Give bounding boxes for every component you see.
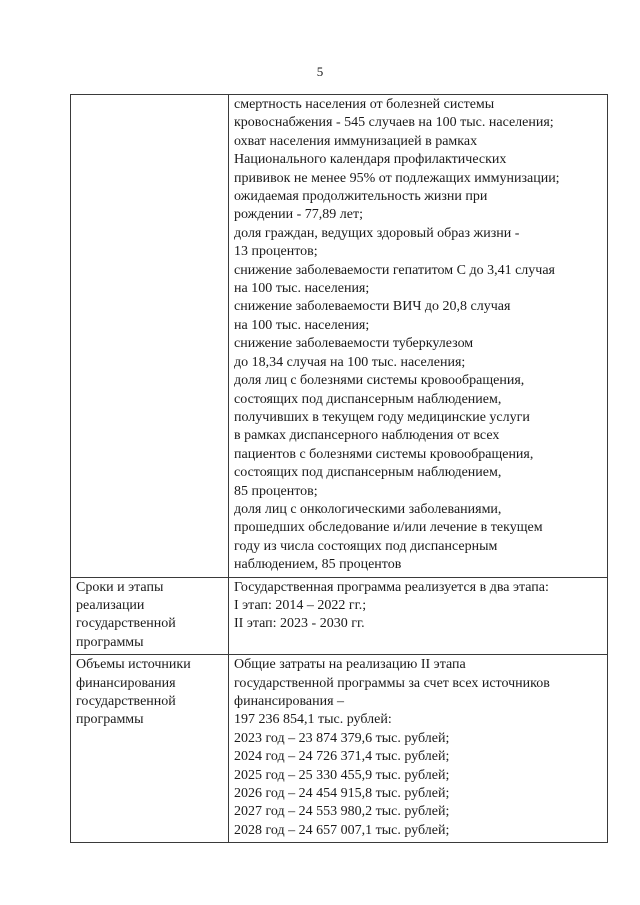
value-line: 2027 год – 24 553 980,2 тыс. рублей; — [234, 804, 450, 820]
value-line: доля лиц с онкологическими заболеваниями, — [234, 501, 502, 517]
value-line: 2024 год – 24 726 371,4 тыс. рублей; — [234, 749, 450, 765]
value-line: II этап: 2023 - 2030 гг. — [234, 616, 365, 632]
value-line: ожидаемая продолжительность жизни при — [234, 189, 488, 205]
row-value-cell — [229, 577, 608, 655]
value-line: 2025 год – 25 330 455,9 тыс. рублей; — [234, 767, 450, 783]
value-line: году из числа состоящих под диспансерным — [234, 538, 498, 554]
value-line: Государственная программа реализуется в два этапа: — [234, 579, 549, 595]
row-label-cell — [71, 95, 229, 578]
value-line: 85 процентов; — [234, 483, 318, 499]
label-line: Сроки и этапы — [76, 579, 164, 595]
value-line: наблюдением, 85 процентов — [234, 557, 402, 573]
value-line: государственной программы за счет всех источников — [234, 675, 550, 691]
label-line: программы — [76, 634, 144, 650]
value-line: получивших в текущем году медицинские услуги — [234, 409, 530, 425]
row-value-cell — [229, 655, 608, 843]
value-line: до 18,34 случая на 100 тыс. населения; — [234, 354, 466, 370]
value-line: пациентов с болезнями системы кровообращения, — [234, 446, 534, 462]
value-line: снижение заболеваемости гепатитом С до 3,41 случая — [234, 262, 555, 278]
value-line: на 100 тыс. населения; — [234, 317, 370, 333]
label-line: реализации — [76, 597, 145, 613]
row-value-cell — [229, 95, 608, 578]
row-label-cell — [71, 655, 229, 843]
value-line: кровоснабжения - 545 случаев на 100 тыс. населения; — [234, 115, 554, 131]
label-line: государственной — [76, 694, 176, 709]
label-line: программы — [76, 712, 144, 728]
table-body — [71, 95, 608, 843]
value-line: рождении - 77,89 лет; — [234, 207, 364, 223]
label-line: финансирования — [76, 675, 176, 691]
label-line: государственной — [76, 616, 176, 632]
page-number: 5 — [316, 64, 324, 79]
program-passport-table — [70, 94, 608, 843]
value-line: доля лиц с болезнями системы кровообращения, — [234, 373, 525, 389]
value-line: I этап: 2014 – 2022 гг.; — [234, 597, 367, 613]
value-line: в рамках диспансерного наблюдения от всех — [234, 428, 500, 444]
table-row — [71, 95, 608, 578]
row-label-cell — [71, 577, 229, 655]
value-line: 2026 год – 24 454 915,8 тыс. рублей; — [234, 786, 450, 802]
table-row — [71, 655, 608, 843]
value-line: прививок не менее 95% от подлежащих иммунизации; — [234, 170, 560, 186]
value-line: финансирования – — [234, 694, 345, 709]
value-line: 2028 год – 24 657 007,1 тыс. рублей; — [234, 822, 450, 838]
value-line: доля граждан, ведущих здоровый образ жизни - — [234, 225, 520, 241]
value-line: снижение заболеваемости туберкулезом — [234, 336, 474, 352]
value-line: на 100 тыс. населения; — [234, 281, 370, 297]
value-line: состоящих под диспансерным наблюдением, — [234, 465, 502, 481]
value-line: 197 236 854,1 тыс. рублей: — [234, 712, 392, 728]
value-line: снижение заболеваемости ВИЧ до 20,8 случая — [234, 299, 511, 315]
value-line: состоящих под диспансерным наблюдением, — [234, 391, 502, 407]
label-line: Объемы источники — [76, 657, 191, 673]
value-line: смертность населения от болезней системы — [234, 97, 495, 112]
value-line: охват населения иммунизацией в рамках — [234, 133, 478, 149]
value-line: Национального календаря профилактических — [234, 152, 507, 168]
value-line: Общие затраты на реализацию II этапа — [234, 657, 466, 673]
value-line: 2023 год – 23 874 379,6 тыс. рублей; — [234, 730, 450, 746]
value-line: 13 процентов; — [234, 244, 318, 260]
value-line: прошедших обследование и/или лечение в текущем — [234, 520, 543, 536]
table-row — [71, 577, 608, 655]
